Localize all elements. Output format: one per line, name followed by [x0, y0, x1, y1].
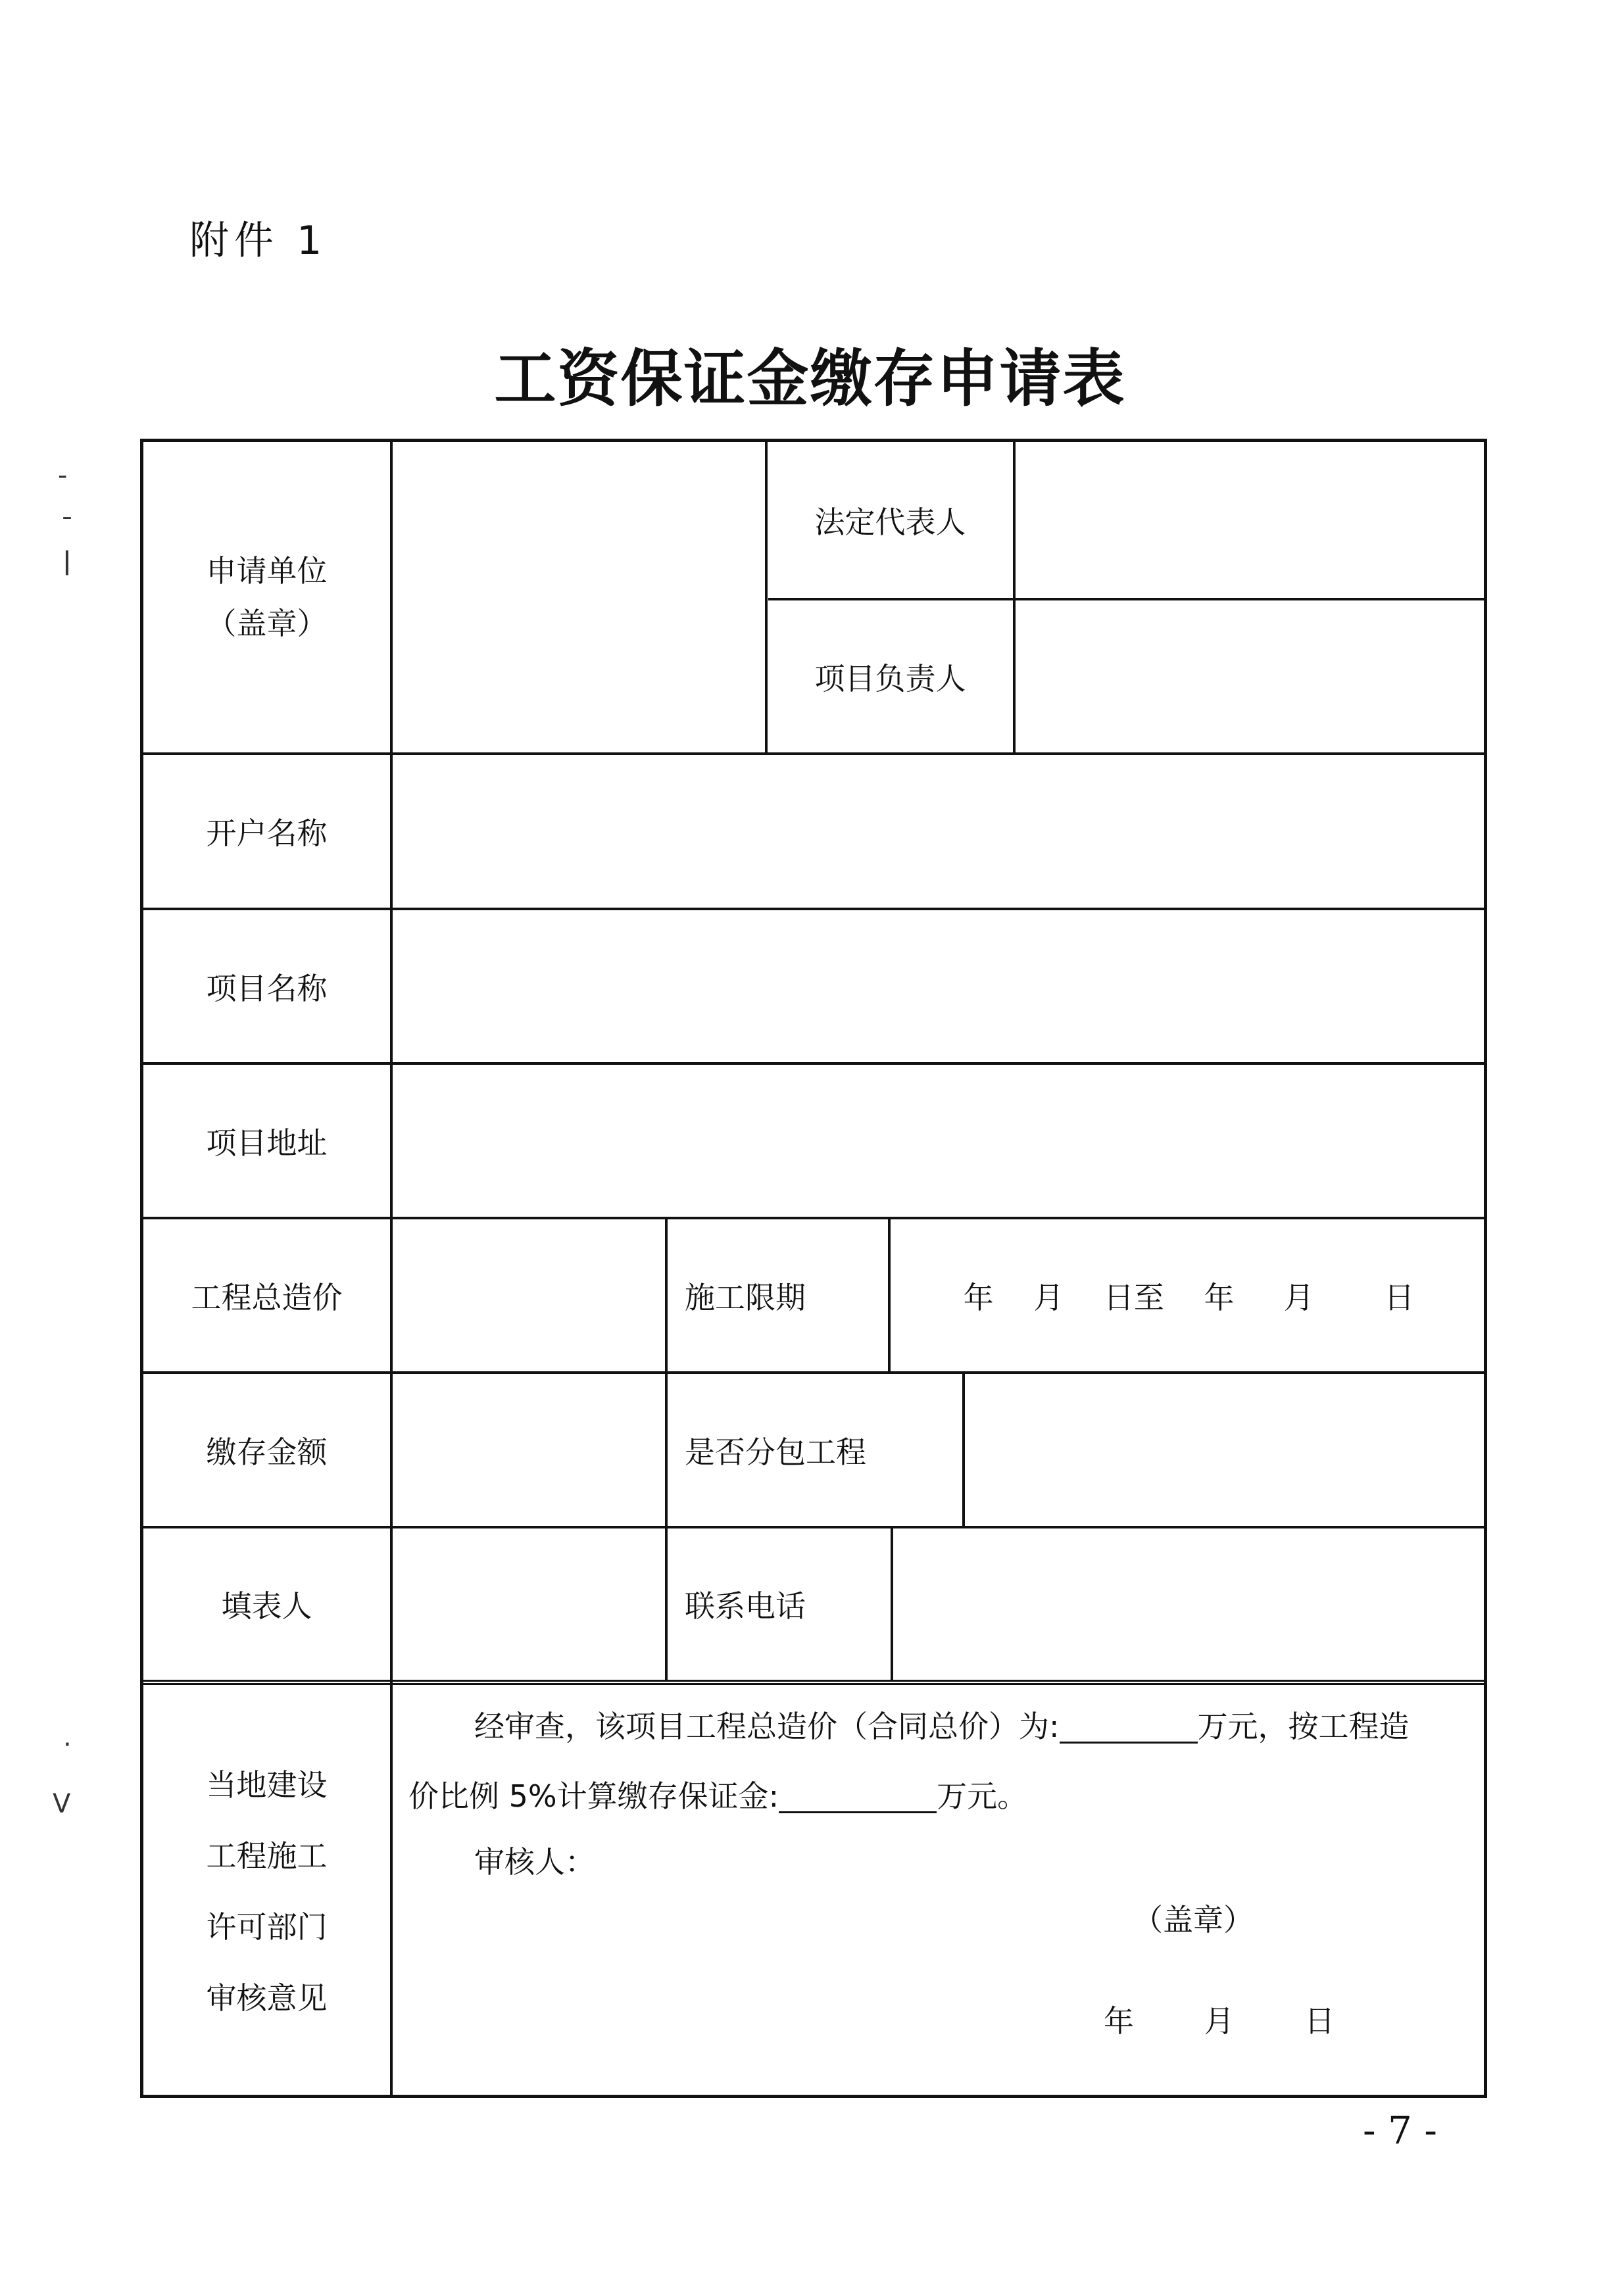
deposit-amount-blank[interactable] [779, 1781, 937, 1813]
contact-phone-input[interactable] [893, 1528, 1487, 1680]
review-label-line: 工程施工 [206, 1838, 328, 1874]
review-line-2-colon: : [768, 1778, 779, 1814]
form-title: 工资保证金缴存申请表 [494, 343, 1126, 415]
review-line-2-suffix: 万元。 [937, 1778, 1028, 1814]
applicant-label [143, 442, 390, 752]
project-address-label: 项目地址 [206, 1125, 328, 1161]
review-seal: （盖章） [1133, 1902, 1254, 1938]
review-line-1-prefix: 经审查，该项目工程总造价（合同总价）为 [474, 1709, 1049, 1744]
total-cost-label: 工程总造价 [191, 1279, 343, 1315]
project-leader-label: 项目负责人 [814, 660, 966, 696]
project-leader-input[interactable] [1016, 600, 1487, 752]
deposit-amount-label: 缴存金额 [206, 1434, 328, 1470]
construction-period-dates[interactable]: 年 月 日至 年 月 日 [963, 1279, 1415, 1315]
row-divider [143, 1680, 1487, 1685]
attachment-label: 附件 1 [189, 218, 328, 264]
scan-mark: ǀ [63, 546, 71, 576]
review-line-2 [408, 1778, 1028, 1814]
project-name-input[interactable] [393, 910, 1487, 1062]
contact-phone-label: 联系电话 [685, 1588, 806, 1624]
reviewer-label: 审核人： [474, 1844, 595, 1880]
applicant-label-line2: （盖章） [206, 606, 328, 641]
account-name-input[interactable] [393, 755, 1487, 908]
application-form-table [140, 439, 1487, 2098]
scan-mark: ˉ [61, 513, 74, 543]
review-line-2-prefix: 价比例 5%计算缴存保证金 [408, 1778, 769, 1814]
form-filler-label: 填表人 [221, 1588, 312, 1624]
form-filler-input[interactable] [393, 1528, 665, 1680]
subcontract-label: 是否分包工程 [685, 1434, 866, 1470]
legal-representative-input[interactable] [1016, 442, 1487, 598]
project-name-label: 项目名称 [206, 970, 328, 1006]
scan-mark: ‑ [58, 460, 68, 491]
scan-mark: ᐯ [53, 1789, 71, 1819]
review-label-line: 审核意见 [206, 1980, 328, 2016]
total-cost-input[interactable] [393, 1219, 665, 1371]
total-contract-price-blank[interactable] [1060, 1711, 1198, 1744]
review-line-1-suffix: 万元，按工程造 [1197, 1709, 1410, 1744]
legal-representative-label: 法定代表人 [814, 504, 966, 540]
applicant-label-line1: 申请单位 [206, 552, 328, 589]
deposit-amount-input[interactable] [393, 1374, 665, 1526]
subcontract-input[interactable] [965, 1374, 1487, 1526]
applicant-input[interactable] [393, 442, 765, 752]
project-address-input[interactable] [393, 1065, 1487, 1217]
review-label-line: 当地建设 [206, 1767, 328, 1803]
construction-period-label: 施工限期 [685, 1279, 806, 1315]
review-date: 年 月 日 [1104, 2003, 1335, 2039]
review-line-1-colon: : [1049, 1709, 1060, 1744]
page-number: - 7 - [1363, 2108, 1437, 2153]
account-name-label: 开户名称 [206, 816, 328, 851]
review-line-1 [474, 1711, 1410, 1744]
scan-mark: · [63, 1730, 72, 1760]
review-label-line: 许可部门 [206, 1909, 328, 1945]
review-label [143, 1685, 390, 2098]
